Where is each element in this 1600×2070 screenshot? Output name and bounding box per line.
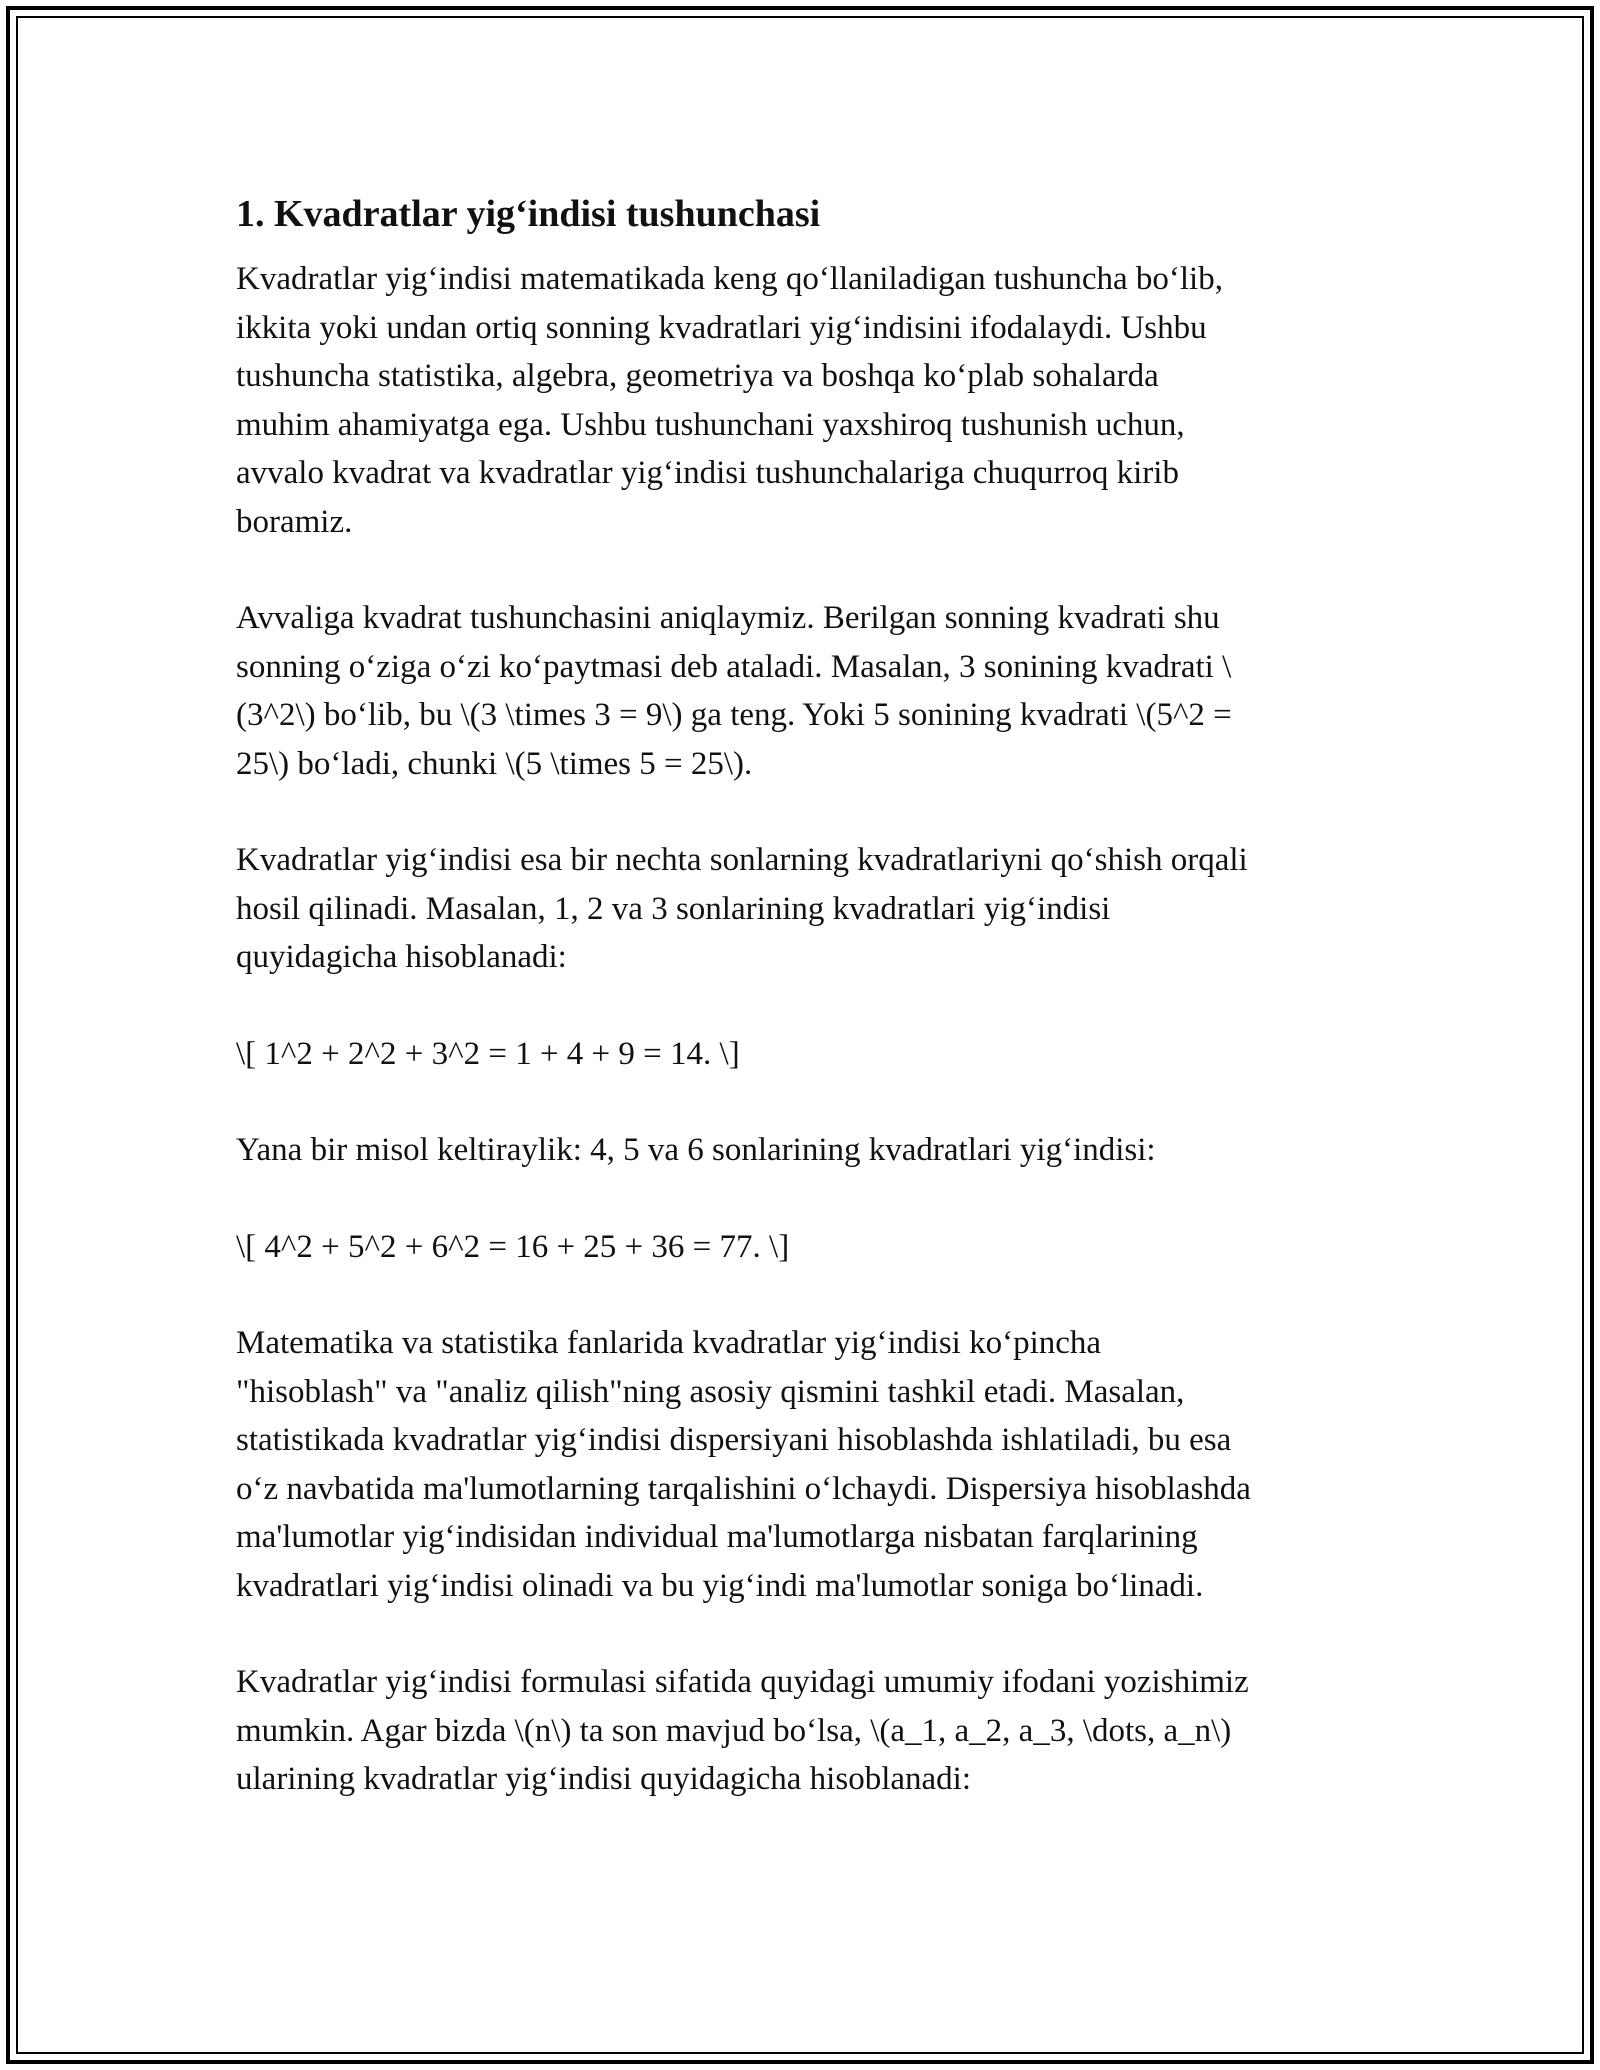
paragraph-line: Avvaliga kvadrat tushunchasini aniqlaymiz. Berilgan sonning kvadrati shu — [236, 600, 1220, 636]
paragraph-line: ma'lumotlar yig‘indisidan individual ma'lumotlarga nisbatan farqlarining — [236, 1519, 1198, 1555]
paragraph — [236, 1126, 1376, 1175]
paragraph-line: Kvadratlar yig‘indisi esa bir nechta sonlarning kvadratlariyni qo‘shish orqali — [236, 842, 1248, 878]
paragraph-line: mumkin. Agar bizda \(n\) ta son mavjud bo‘lsa, \(a_1, a_2, a_3, \dots, a_n\) — [236, 1712, 1232, 1749]
paragraph-line: \[ 1^2 + 2^2 + 3^2 = 1 + 4 + 9 = 14. \] — [236, 1035, 740, 1072]
paragraph-line: Kvadratlar yig‘indisi matematikada keng qo‘llaniladigan tushuncha bo‘lib, — [236, 261, 1223, 297]
paragraph-line: muhim ahamiyatga ega. Ushbu tushunchani yaxshiroq tushunish uchun, — [236, 406, 1185, 443]
document-body — [236, 186, 1376, 1852]
paragraph — [236, 1658, 1376, 1804]
paragraph-line: quyidagicha hisoblanadi: — [236, 939, 567, 975]
paragraph-line: ularining kvadratlar yig‘indisi quyidagicha hisoblanadi: — [236, 1761, 971, 1797]
paragraph-line: tushuncha statistika, algebra, geometriya va boshqa ko‘plab sohalarda — [236, 358, 1159, 394]
paragraph — [236, 836, 1376, 982]
section-heading: 1. Kvadratlar yig‘indisi tushunchasi — [236, 193, 821, 235]
paragraph-line: (3^2\) bo‘lib, bu \(3 \times 3 = 9\) ga teng. Yoki 5 sonining kvadrati \(5^2 = — [236, 697, 1232, 733]
paragraph-line: Yana bir misol keltiraylik: 4, 5 va 6 sonlarining kvadratlari yig‘indisi: — [236, 1132, 1156, 1168]
paragraph-line: "hisoblash" va "analiz qilish"ning asosiy qismini tashkil etadi. Masalan, — [236, 1373, 1185, 1410]
paragraph-line: Matematika va statistika fanlarida kvadratlar yig‘indisi ko‘pincha — [236, 1325, 1102, 1361]
paragraph-line: statistikada kvadratlar yig‘indisi dispersiyani hisoblashda ishlatiladi, bu esa — [236, 1422, 1232, 1458]
paragraph — [236, 1223, 1376, 1272]
paragraph-line: kvadratlari yig‘indisi olinadi va bu yig‘indi ma'lumotlar soniga bo‘linadi. — [236, 1567, 1204, 1604]
paragraph-line: Kvadratlar yig‘indisi formulasi sifatida quyidagi umumiy ifodani yozishimiz — [236, 1664, 1249, 1700]
paragraph-line: avvalo kvadrat va kvadratlar yig‘indisi tushunchalariga chuqurroq kirib — [236, 455, 1179, 491]
paragraph-line: o‘z navbatida ma'lumotlarning tarqalishini o‘lchaydi. Dispersiya hisoblashda — [236, 1470, 1251, 1507]
paragraph-line: \[ 4^2 + 5^2 + 6^2 = 16 + 25 + 36 = 77. \] — [236, 1228, 790, 1265]
paragraph — [236, 1319, 1376, 1610]
paragraph — [236, 1030, 1376, 1079]
paragraph-container — [236, 255, 1376, 1804]
paragraph-line: sonning o‘ziga o‘zi ko‘paytmasi deb ataladi. Masalan, 3 sonining kvadrati \ — [236, 648, 1232, 685]
paragraph-line: boramiz. — [236, 503, 353, 540]
paragraph — [236, 255, 1376, 546]
paragraph — [236, 594, 1376, 788]
paragraph-line: hosil qilinadi. Masalan, 1, 2 va 3 sonlarining kvadratlari yig‘indisi — [236, 890, 1111, 927]
paragraph-line: 25\) bo‘ladi, chunki \(5 \times 5 = 25\). — [236, 745, 753, 782]
paragraph-line: ikkita yoki undan ortiq sonning kvadratlari yig‘indisini ifodalaydi. Ushbu — [236, 309, 1207, 346]
